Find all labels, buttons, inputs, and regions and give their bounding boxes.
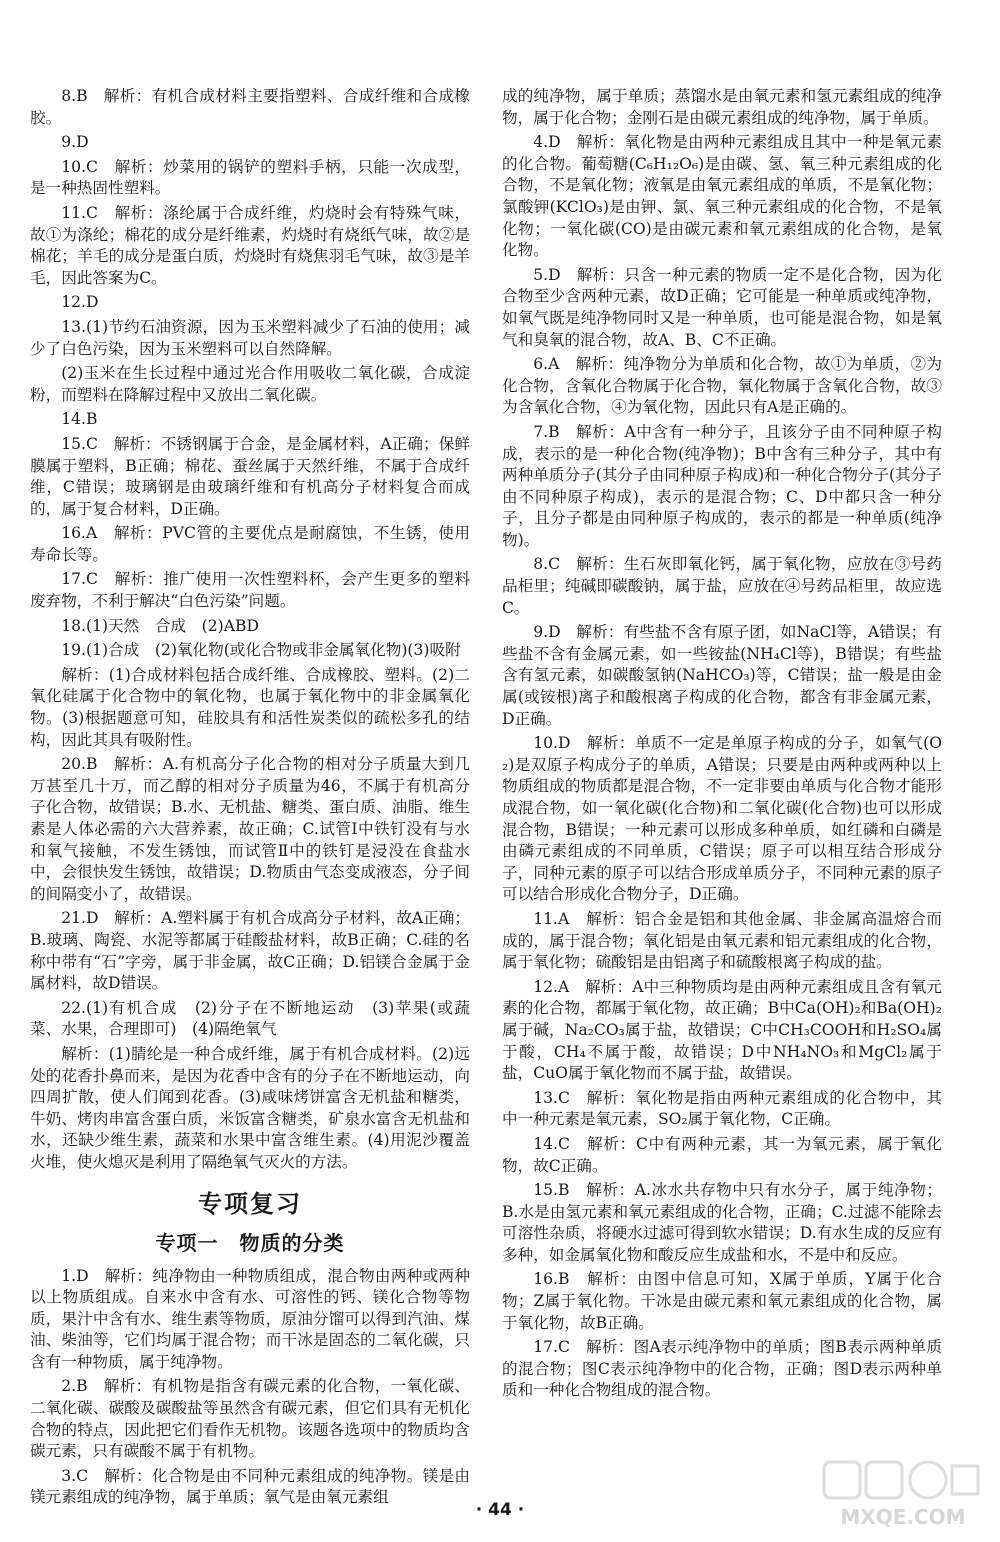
classification-answer-4: 4.D 解析：氧化物是由两种元素组成且其中一种是氧元素的化合物。葡萄糖(C₆H₁₂O₆)是由碳、氢、氧三种元素组成的化合物，不是氧化物；液氧是由氧元素组成的单质，不是氧化物；氯酸钾(KClO₃)是由钾、氯、氧三种元素组成的化合物，不是氧化物；一氧化碳(CO)是由碳元素和氧元素组成的化合物，是氧化物。 (502, 133, 942, 260)
answer-10: 10.C 解析：炒菜用的锅铲的塑料手柄，只能一次成型，是一种热固性塑料。 (30, 157, 470, 198)
answer-12: 12.D (61, 293, 99, 312)
answer-13-part1: 13.(1)节约石油资源，因为玉米塑料减少了石油的使用；减少了白色污染，因为玉米塑料可以自然降解。 (30, 317, 470, 358)
classification-answer-6: 6.A 解析：纯净物分为单质和化合物，故①为单质，②为化合物，含氧化合物属于化合物，氧化物属于含氧化合物，故③为含氧化合物，④为氧化物，因此只有A是正确的。 (502, 355, 942, 417)
watermark-logo (818, 1456, 988, 1534)
answer-22-analysis: 解析：(1)腈纶是一种合成纤维，属于有机合成材料。(2)远处的花香扑鼻而来，是因为花香中含有的分子在不断地运动，向四周扩散，使人们闻到花香。(3)咸味烤饼富含无机盐和糖类，牛奶、烤肉串富含蛋白质，米饭富含糖类，矿泉水富含无机盐和水，还缺少维生素，蔬菜和水果中富含维生素。(4)用泥沙覆盖火堆，使火熄灭是利用了隔绝氧气灭火的方法。 (30, 1044, 470, 1171)
answer-19-analysis: 解析：(1)合成材料包括合成纤维、合成橡胶、塑料。(2)二氧化硅属于化合物中的氧化物，也属于氧化物中的非金属氧化物。(3)根据题意可知，硅胶具有和活性炭类似的疏松多孔的结构，因此其具有吸附性。 (30, 665, 470, 749)
answer-22: 22.(1)有机合成 (2)分子在不断地运动 (3)苹果(或蔬菜、水果，合理即可) (4)隔绝氧气 (30, 998, 470, 1039)
section-subheading: 专项一 物质的分类 (155, 1230, 345, 1255)
classification-answer-15: 15.B 解析：A.冰水共存物中只有水分子，属于纯净物；B.水是由氢元素和氧元素组成的化合物，正确；C.过滤不能除去可溶性杂质，将硬水过滤可得到软水错误；D.有水生成的反应有多种，如金属氧化物和酸反应生成盐和水，不是中和反应。 (502, 1181, 942, 1264)
classification-answer-8: 8.C 解析：生石灰即氧化钙，属于氧化物，应放在③号药品柜里；纯碱即碳酸钠，属于盐，应放在④号药品柜里，故应选C。 (502, 555, 942, 617)
classification-answer-9: 9.D 解析：有些盐不含有原子团，如NaCl等，A错误；有些盐不含有金属元素，如一些铵盐(NH₄Cl等)，B错误；有些盐含有氢元素，如碳酸氢钠(NaHCO₃)等，C错误；盐一般是由金属(或铵根)离子和酸根离子构成的化合物，都含有非金属元素，D正确。 (502, 623, 942, 728)
section-heading: 专项复习 (198, 1189, 302, 1218)
classification-answer-3-cont: 成的纯净物，属于单质；蒸馏水是由氧元素和氢元素组成的纯净物，属于化合物；金刚石是由碳元素组成的纯净物，属于单质。 (502, 87, 942, 127)
classification-answer-5: 5.D 解析：只含一种元素的物质一定不是化合物，因为化合物至少含两种元素，故D正确；它可能是一种单质或纯净物，如氧气既是纯净物同时又是一种单质，也可能是混合物，如是氧气和臭氧的混合物，故A、B、C不正确。 (502, 265, 942, 349)
svg-text:MXQE.COM: MXQE.COM (840, 1505, 966, 1529)
page-number: · 44 · (475, 1500, 525, 1520)
answer-8: 8.B 解析：有机合成材料主要指塑料、合成纤维和合成橡胶。 (30, 87, 470, 127)
right-column (502, 86, 942, 1405)
classification-answer-14: 14.C 解析：C中有两种元素，其一为氧元素，属于氧化物，故C正确。 (502, 1134, 942, 1175)
left-column (30, 86, 470, 1512)
answer-16: 16.A 解析：PVC管的主要优点是耐腐蚀，不生锈，使用寿命长等。 (30, 524, 470, 564)
answer-14: 14.B (61, 410, 98, 429)
answer-21: 21.D 解析：A.塑料属于有机合成高分子材料，故A正确；B.玻璃、陶瓷、水泥等都属于硅酸盐材料，故B正确；C.硅的名称中带有“石”字旁，属于非金属，故C正确；D.铝镁合金属于金属材料，故D错误。 (30, 909, 470, 993)
classification-answer-13: 13.C 解析：氧化物是指由两种元素组成的化合物中，其中一种元素是氧元素，SO₂属于氧化物，C正确。 (502, 1088, 942, 1129)
answer-15: 15.C 解析：不锈钢属于合金，是金属材料，A正确；保鲜膜属于塑料，B正确；棉花、蚕丝属于天然纤维，不属于合成纤维，C错误；玻璃钢是由玻璃纤维和有机高分子材料复合而成的，属于复合材料，D正确。 (30, 434, 470, 518)
classification-answer-2: 2.B 解析：有机物是指含有碳元素的化合物，一氧化碳、二氧化碳、碳酸及碳酸盐等虽然含有碳元素，但它们具有无机化合物的特点，因此把它们看作无机物。该题各选项中的物质均含碳元素，只有碳酸不属于有机物。 (30, 1377, 470, 1461)
classification-answer-3: 3.C 解析：化合物是由不同种元素组成的纯净物。镁是由镁元素组成的纯净物，属于单质；氧气是由氧元素组 (30, 1466, 470, 1507)
classification-answer-7: 7.B 解析：A中含有一种分子，且该分子由不同种原子构成，表示的是一种化合物(纯净物)；B中含有三种分子，其中有两种单质分子(其分子由同种原子构成)和一种化合物分子(其分子由不同种原子构成)，表示的是混合物；C、D中都只含一种分子，且分子都是由同种原子构成的，表示的都是一种单质(纯净物)。 (502, 422, 942, 549)
classification-answer-11: 11.A 解析：铝合金是铝和其他金属、非金属高温熔合而成的，属于混合物；氧化铝是由氧元素和铝元素组成的化合物，属于氧化物；硫酸铝是由铝离子和硫酸根离子构成的盐。 (502, 909, 942, 972)
answer-19: 19.(1)合成 (2)氧化物(或化合物或非金属氧化物)(3)吸附 (61, 641, 461, 660)
classification-answer-10: 10.D 解析：单质不一定是单原子构成的分子，如氧气(O₂)是双原子构成分子的单质，A错误；只要是由两种或两种以上物质组成的物质都是混合物，不一定非要由单质与化合物才能形成混合物，如一氧化碳(化合物)和二氧化碳(化合物)也可以形成混合物，B错误；一种元素可以形成多种单质，如红磷和白磷是由磷元素组成的不同单质，C错误；原子可以相互结合形成分子，同种元素的原子可以结合形成单质分子，不同种元素的原子可以结合形成化合物分子，D正确。 (502, 734, 942, 904)
answer-18: 18.(1)天然 合成 (2)ABD (61, 616, 259, 635)
answer-17: 17.C 解析：推广使用一次性塑料杯，会产生更多的塑料废弃物，不利于解决“白色污染”问题。 (30, 570, 470, 611)
answer-9: 9.D (61, 133, 89, 152)
classification-answer-1: 1.D 解析：纯净物由一种物质组成，混合物由两种或两种以上物质组成。自来水中含有水、可溶性的钙、镁化合物等物质，果汁中含有水、维生素等物质，原油分馏可以得到汽油、煤油、柴油等，它们均属于混合物；而干冰是固态的二氧化碳，只含有一种物质，属于纯净物。 (30, 1266, 470, 1371)
classification-answer-12: 12.A 解析：A中三种物质均是由两种元素组成且含有氧元素的化合物，都属于氧化物，故正确；B中Ca(OH)₂和Ba(OH)₂属于碱，Na₂CO₃属于盐，故错误；C中CH₃COOH和H₂SO₄属于酸，CH₄不属于酸，故错误；D中NH₄NO₃和MgCl₂属于盐，CuO属于氧化物而不属于盐，故错误。 (502, 977, 942, 1083)
answer-11: 11.C 解析：涤纶属于合成纤维，灼烧时会有特殊气味，故①为涤纶；棉花的成分是纤维素，灼烧时有烧纸气味，故②是棉花；羊毛的成分是蛋白质，灼烧时有烧焦羽毛气味，故③是羊毛，因此答案为C。 (30, 203, 470, 287)
answer-20: 20.B 解析：A.有机高分子化合物的相对分子质量大到几万甚至几十万，而乙醇的相对分子质量为46，不属于有机高分子化合物，故错误；B.水、无机盐、糖类、蛋白质、油脂、维生素是人体必需的六大营养素，故正确；C.试管Ⅰ中铁钉没有与水和氧气接触，不发生锈蚀，而试管Ⅱ中的铁钉是浸没在食盐水中，会很快发生锈蚀，故错误；D.物质由气态变成液态，分子间的间隔变小了，故错误。 (30, 755, 470, 903)
classification-answer-17: 17.C 解析：图A表示纯净物中的单质；图B表示两种单质的混合物；图C表示纯净物中的化合物，正确；图D表示两种单质和一种化合物组成的混合物。 (502, 1338, 942, 1400)
answer-13-part2: (2)玉米在生长过程中通过光合作用吸收二氧化碳，合成淀粉，而塑料在降解过程中又放出二氧化碳。 (30, 364, 470, 404)
classification-answer-16: 16.B 解析：由图中信息可知，X属于单质，Y属于化合物；Z属于氧化物。干冰是由碳元素和氧元素组成的化合物，属于氧化物，故B正确。 (502, 1270, 942, 1332)
